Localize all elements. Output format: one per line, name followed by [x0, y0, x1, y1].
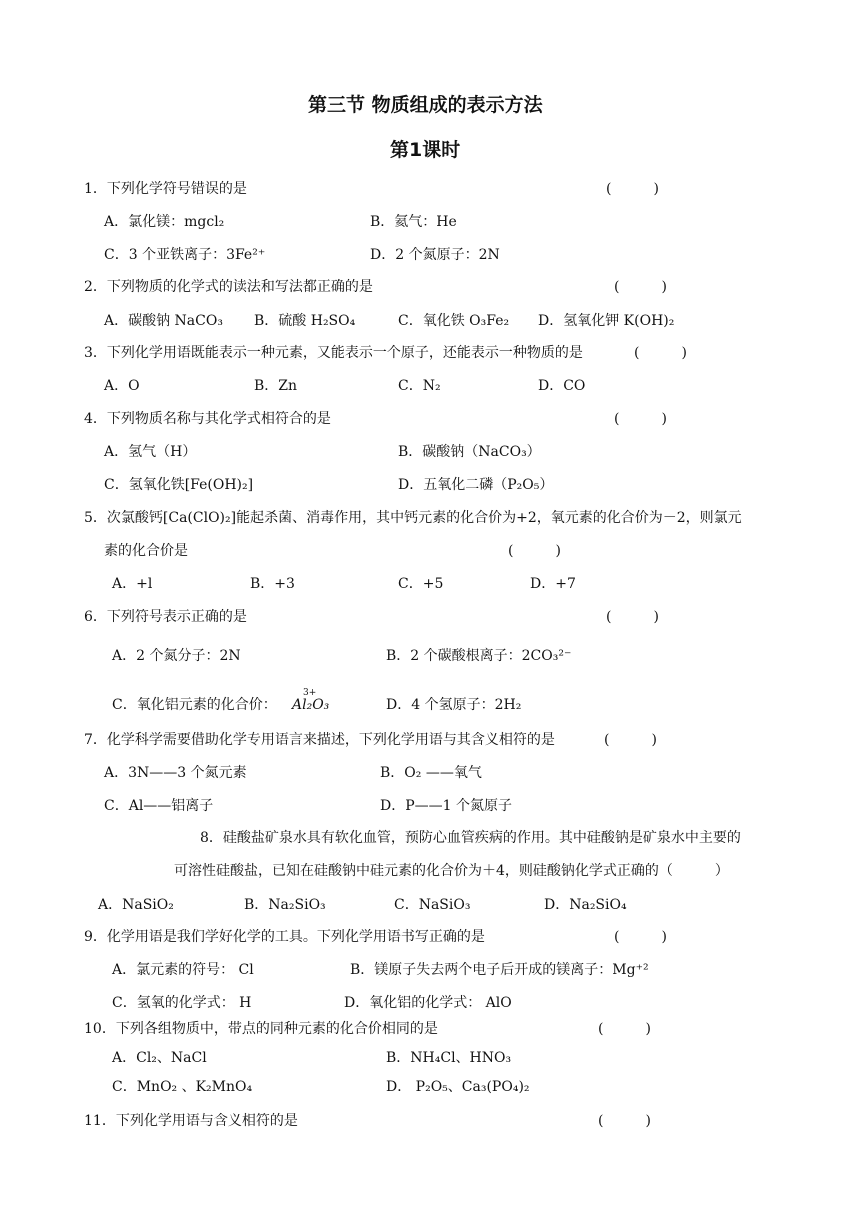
- question-7-stem: 7．化学科学需要借助化学专用语言来描述，下列化学用语与其含义相符的是: [84, 732, 555, 748]
- question-1-option-a: A．氯化镁：mgcl₂: [104, 214, 225, 230]
- question-5-stem: 5．次氯酸钙[Ca(ClO)₂]能起杀菌、消毒作用，其中钙元素的化合价为+2，氧元素的化合价为－2，则氯元: [84, 510, 742, 526]
- valence-formula: [292, 688, 332, 718]
- answer-bracket: ( ): [598, 1113, 651, 1129]
- question-5-option-a: A．+l: [112, 576, 153, 592]
- question-5-stem-cont: 素的化合价是: [104, 543, 188, 559]
- question-3-option-d: D．CO: [538, 378, 586, 394]
- answer-bracket: ( ): [598, 1021, 651, 1037]
- question-9-option-a: A．氯元素的符号： Cl: [112, 962, 254, 978]
- question-4-option-c: C．氢氧化铁[Fe(OH)₂]: [104, 477, 254, 493]
- question-8-stem-cont: 可溶性硅酸盐，已知在硅酸钠中硅元素的化合价为＋4，则硅酸钠化学式正确的（ ）: [174, 863, 729, 879]
- answer-bracket: ( ): [508, 543, 561, 559]
- lesson-title: 第1课时: [390, 139, 461, 161]
- question-8-option-c: C．NaSiO₃: [394, 897, 471, 913]
- question-3-option-a: A．O: [104, 378, 140, 394]
- formula-text: Al₂O₃: [292, 697, 330, 713]
- question-1-stem: 1．下列化学符号错误的是: [84, 181, 247, 197]
- question-11-stem: 11．下列化学用语与含义相符的是: [84, 1113, 298, 1129]
- question-4-stem: 4．下列物质名称与其化学式相符合的是: [84, 411, 331, 427]
- question-8-stem: 8．硅酸盐矿泉水具有软化血管，预防心血管疾病的作用。其中硅酸钠是矿泉水中主要的: [200, 830, 741, 846]
- question-5-option-b: B．+3: [250, 576, 295, 592]
- question-7-option-b: B．O₂ ——氧气: [380, 765, 482, 781]
- question-8-option-d: D．Na₂SiO₄: [544, 897, 627, 913]
- question-9-option-b: B．镁原子失去两个电子后开成的镁离子：Mg⁺²: [350, 962, 649, 978]
- question-4-option-a: A．氢气（H）: [104, 444, 197, 460]
- question-9-stem: 9．化学用语是我们学好化学的工具。下列化学用语书写正确的是: [84, 929, 485, 945]
- answer-bracket: ( ): [604, 732, 657, 748]
- answer-bracket: ( ): [634, 345, 687, 361]
- question-4-option-d: D．五氧化二磷（P₂O₅）: [398, 477, 554, 493]
- question-10-option-c: C．MnO₂ 、K₂MnO₄: [112, 1079, 253, 1095]
- question-7-option-a: A．3N——3 个氮元素: [104, 765, 247, 781]
- question-7-option-c: C．Al——铝离子: [104, 798, 214, 814]
- answer-bracket: ( ): [614, 279, 667, 295]
- question-6-option-d: D．4 个氢原子：2H₂: [386, 697, 522, 713]
- question-1-option-d: D．2 个氮原子：2N: [370, 247, 500, 263]
- question-8-option-a: A．NaSiO₂: [98, 897, 174, 913]
- question-2-option-c: C．氧化铁 O₃Fe₂: [398, 313, 510, 329]
- question-5-option-c: C．+5: [398, 576, 444, 592]
- question-10-option-d: D． P₂O₅、Ca₃(PO₄)₂: [386, 1079, 530, 1095]
- page-title: 第三节 物质组成的表示方法: [308, 94, 543, 116]
- question-2-option-b: B．硫酸 H₂SO₄: [254, 313, 356, 329]
- question-2-option-a: A．碳酸钠 NaCO₃: [104, 313, 223, 329]
- question-6-option-a: A．2 个氮分子：2N: [112, 648, 241, 664]
- question-7-option-d: D．P——1 个氮原子: [380, 798, 513, 814]
- question-3-option-b: B．Zn: [254, 378, 298, 394]
- question-6-option-b: B．2 个碳酸根离子：2CO₃²⁻: [386, 648, 572, 664]
- answer-bracket: ( ): [606, 181, 659, 197]
- question-10-stem: 10．下列各组物质中，带点的同种元素的化合价相同的是: [84, 1021, 438, 1037]
- question-5-option-d: D．+7: [530, 576, 576, 592]
- question-10-option-b: B．NH₄Cl、HNO₃: [386, 1050, 512, 1066]
- question-9-option-d: D．氧化铝的化学式： AlO: [344, 995, 512, 1011]
- question-8-option-b: B．Na₂SiO₃: [244, 897, 326, 913]
- question-1-option-b: B．氦气：He: [370, 214, 457, 230]
- question-3-option-c: C．N₂: [398, 378, 441, 394]
- question-9-option-c: C．氢氧的化学式： H: [112, 995, 252, 1011]
- question-6-stem: 6．下列符号表示正确的是: [84, 609, 247, 625]
- question-2-option-d: D．氢氧化钾 K(OH)₂: [538, 313, 675, 329]
- answer-bracket: ( ): [614, 929, 667, 945]
- valence-charge: 3+: [303, 688, 317, 698]
- answer-bracket: ( ): [606, 609, 659, 625]
- question-4-option-b: B．碳酸钠（NaCO₃）: [398, 444, 541, 460]
- question-6-option-c: C．氧化铝元素的化合价：: [112, 697, 277, 713]
- answer-bracket: ( ): [614, 411, 667, 427]
- question-2-stem: 2．下列物质的化学式的读法和写法都正确的是: [84, 279, 373, 295]
- question-10-option-a: A．Cl₂、NaCl: [112, 1050, 207, 1066]
- question-3-stem: 3．下列化学用语既能表示一种元素，又能表示一个原子，还能表示一种物质的是: [84, 345, 583, 361]
- question-1-option-c: C．3 个亚铁离子：3Fe²⁺: [104, 247, 266, 263]
